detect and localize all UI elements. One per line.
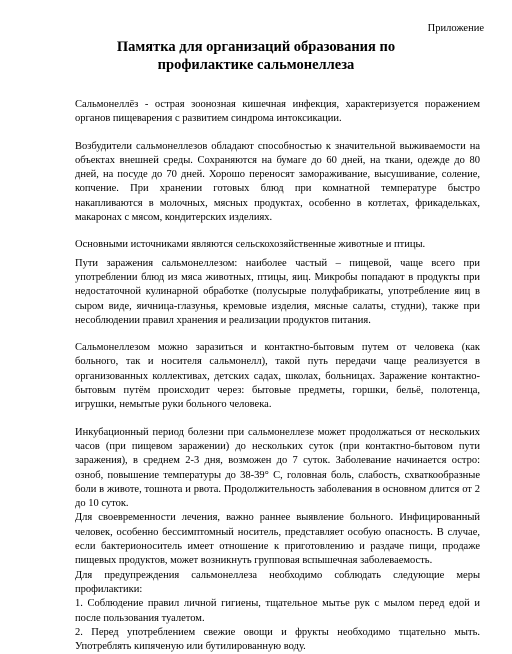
paragraph-definition: Сальмонеллёз - острая зоонозная кишечная инфекция, характеризуется поражением органов пищеварения с развитием синдрома интоксикации.: [75, 99, 480, 125]
paragraph-incubation: Инкубационный период болезни при сальмонеллезе может продолжаться от нескольких часов (при пищевом заражении) до нескольких суток (при контактно-бытовом пути заражения), в среднем 2-3 дня, возможен до 7 суток. Заболевание начинается остро: озноб, повышение температуры до 38-39° С, головная боль, слабость, схваткообразные боли в животе, тошнота и рвота. Продолжительность заболевания в основном длится от 2 до 10 суток.: [75, 426, 480, 510]
title-line-1: Памятка для организаций образования по: [116, 39, 396, 55]
title-line-2: профилактике сальмонеллеза: [157, 57, 355, 73]
paragraph-transmission-contact: Сальмонеллезом можно заразиться и контактно-бытовым путем от человека (как больного, так и носителя сальмонелл), такой путь передачи чаще реализуется в организованных коллективах, детских садах, школах, больницах. Заражение контактно-бытовым путём происходит через: бытовые предметы, горшки, бельё, полотенца, игрушки, немытые руки больного человека.: [75, 342, 480, 411]
paragraph-prevention-intro: Для предупреждения сальмонеллеза необходимо соблюдать следующие меры профилактики:: [75, 569, 480, 595]
paragraph-transmission-food: Пути заражения сальмонеллезом: наиболее частый – пищевой, чаще всего при употреблении блюд из мяса животных, птицы, яиц. Микробы попадают в продукты при недостаточной кулинарной обработке (полусырые полуфабрикаты, употребление яиц в сыром виде, яичница-глазунья, кремовые изделия, мясные салаты, студни), также при несоблюдении правил хранения и реализации продуктов питания.: [75, 257, 480, 326]
appendix-label: Приложение: [427, 23, 484, 34]
list-item-hygiene: 1. Соблюдение правил личной гигиены, тщательное мытье рук с мылом перед едой и после пользования туалетом.: [75, 598, 480, 624]
paragraph-sources: Основными источниками являются сельскохозяйственные животные и птицы.: [75, 239, 426, 251]
list-item-washing: 2. Перед употреблением свежие овощи и фрукты необходимо тщательно мыть. Употреблять кипяченую или бутилированную воду.: [75, 626, 480, 653]
document-title: [60, 38, 452, 74]
paragraph-pathogen-survival: Возбудители сальмонеллезов обладают способностью к значительной выживаемости на объектах внешней среды. Сохраняются на бумаге до 60 дней, на ткани, одежде до 80 дней, на посуде до 70 дней. Хорошо переносят замораживание, высушивание, соление, копчение. При хранении готовых блюд при комнатной температуре быстро накапливаются в молочных, мясных продуктах, особенно в котлетах, фрикадельках, макаронах с мясом, кондитерских изделиях.: [75, 140, 480, 224]
document-body: [75, 98, 480, 654]
paragraph-early-detection: Для своевременности лечения, важно раннее выявление больного. Инфицированный человек, особенно бессимптомный носитель, представляет особую опасность. В случае, если бактерионоситель имеет отношение к приготовлению и раздаче пищи, продаже пищевых продуктов, может возникнуть групповая вспышечная заболеваемость.: [75, 512, 480, 567]
